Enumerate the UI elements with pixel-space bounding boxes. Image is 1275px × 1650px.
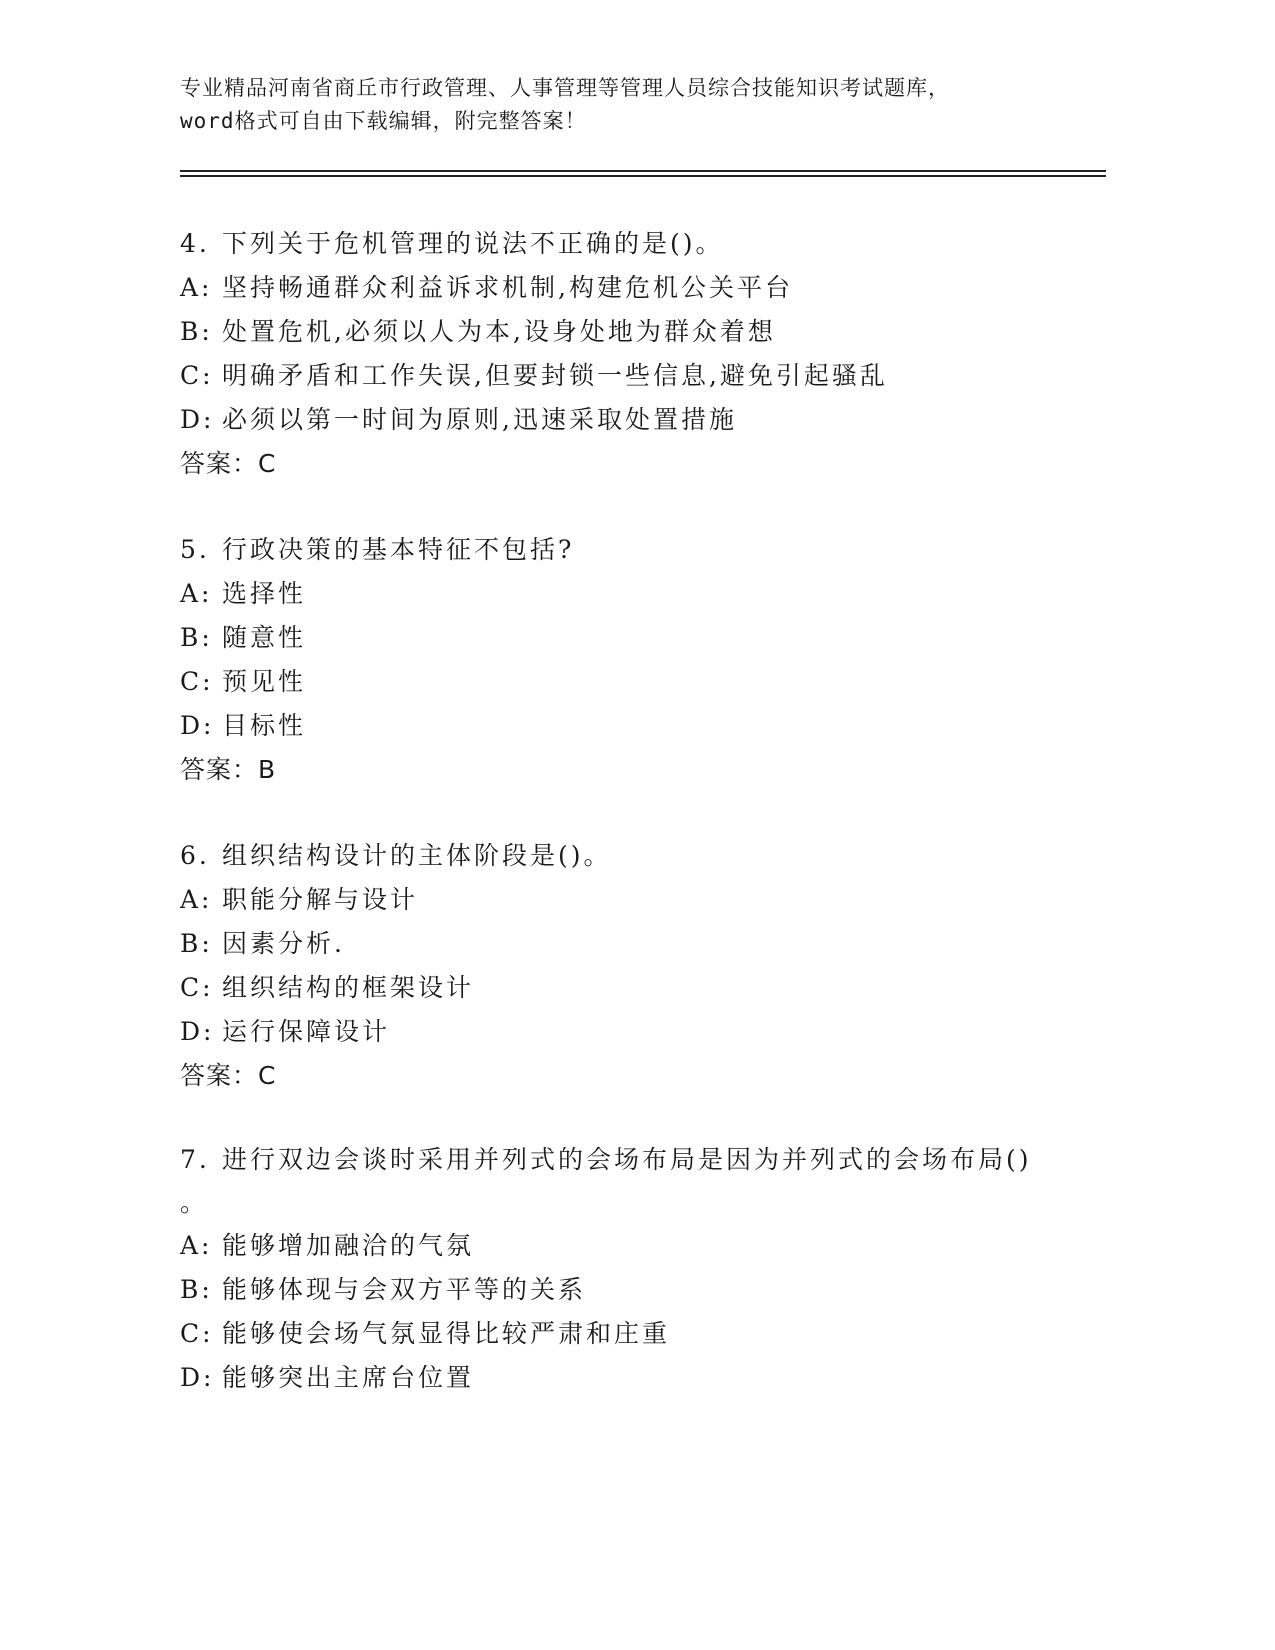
option-label: B:	[180, 317, 213, 346]
option-text: 处置危机,必须以人为本,设身处地为群众着想	[222, 317, 776, 346]
option-b	[180, 1268, 1080, 1312]
option-text: 能够突出主席台位置	[222, 1363, 475, 1392]
question-text: 进行双边会谈时采用并列式的会场布局是因为并列式的会场布局()	[222, 1145, 1032, 1174]
option-text: 坚持畅通群众利益诉求机制,构建危机公关平台	[222, 273, 793, 302]
question-number: 6.	[180, 841, 210, 870]
option-text: 预见性	[222, 667, 307, 696]
option-text: 随意性	[222, 623, 307, 652]
option-text: 因素分析.	[222, 929, 345, 958]
option-label: A:	[180, 885, 213, 914]
header-divider-bottom	[180, 175, 1106, 177]
option-label: C:	[180, 361, 214, 390]
option-label: B:	[180, 1275, 213, 1304]
question-7	[180, 1138, 1080, 1400]
option-label: B:	[180, 929, 213, 958]
question-text: 下列关于危机管理的说法不正确的是()。	[222, 229, 724, 258]
option-text: 选择性	[222, 579, 307, 608]
question-5	[180, 528, 1080, 792]
option-label: B:	[180, 623, 213, 652]
option-text: 明确矛盾和工作失误,但要封锁一些信息,避免引起骚乱	[222, 361, 888, 390]
answer-line: 答案：B	[180, 755, 277, 784]
question-number: 5.	[180, 535, 210, 564]
option-label: D:	[180, 1363, 215, 1392]
option-b	[180, 616, 1080, 660]
question-4	[180, 222, 1080, 486]
option-c	[180, 966, 1080, 1010]
question-stem	[180, 528, 1080, 572]
option-label: C:	[180, 973, 214, 1002]
option-b	[180, 310, 1080, 354]
option-text: 必须以第一时间为原则,迅速采取处置措施	[222, 405, 737, 434]
option-c	[180, 354, 1080, 398]
option-d	[180, 398, 1080, 442]
option-b	[180, 922, 1080, 966]
option-text: 组织结构的框架设计	[222, 973, 475, 1002]
option-label: D:	[180, 405, 215, 434]
option-label: D:	[180, 1017, 215, 1046]
header-line-2: word格式可自由下载编辑，附完整答案！	[180, 109, 587, 133]
option-c	[180, 660, 1080, 704]
option-text: 能够使会场气氛显得比较严肃和庄重	[222, 1319, 671, 1348]
question-continuation: 。	[180, 1188, 209, 1217]
question-text: 组织结构设计的主体阶段是()。	[222, 841, 612, 870]
option-d	[180, 704, 1080, 748]
option-text: 目标性	[222, 711, 307, 740]
question-text: 行政决策的基本特征不包括?	[222, 535, 575, 564]
document-header	[180, 72, 1040, 138]
option-label: A:	[180, 273, 213, 302]
header-line-1: 专业精品河南省商丘市行政管理、人事管理等管理人员综合技能知识考试题库，	[180, 76, 950, 100]
option-label: A:	[180, 579, 213, 608]
option-a	[180, 1224, 1080, 1268]
option-label: C:	[180, 1319, 214, 1348]
option-text: 职能分解与设计	[222, 885, 419, 914]
option-label: C:	[180, 667, 214, 696]
option-a	[180, 878, 1080, 922]
question-number: 7.	[180, 1145, 210, 1174]
question-number: 4.	[180, 229, 210, 258]
answer-line: 答案：C	[180, 449, 277, 478]
question-stem	[180, 222, 1080, 266]
question-6	[180, 834, 1080, 1098]
question-stem	[180, 834, 1080, 878]
option-text: 能够增加融洽的气氛	[222, 1231, 475, 1260]
question-stem	[180, 1138, 1080, 1182]
header-divider-top	[180, 170, 1106, 172]
answer-line: 答案：C	[180, 1061, 277, 1090]
option-a	[180, 572, 1080, 616]
option-text: 能够体现与会双方平等的关系	[222, 1275, 587, 1304]
option-c	[180, 1312, 1080, 1356]
option-label: D:	[180, 711, 215, 740]
option-label: A:	[180, 1231, 213, 1260]
option-d	[180, 1010, 1080, 1054]
option-a	[180, 266, 1080, 310]
option-text: 运行保障设计	[222, 1017, 391, 1046]
option-d	[180, 1356, 1080, 1400]
